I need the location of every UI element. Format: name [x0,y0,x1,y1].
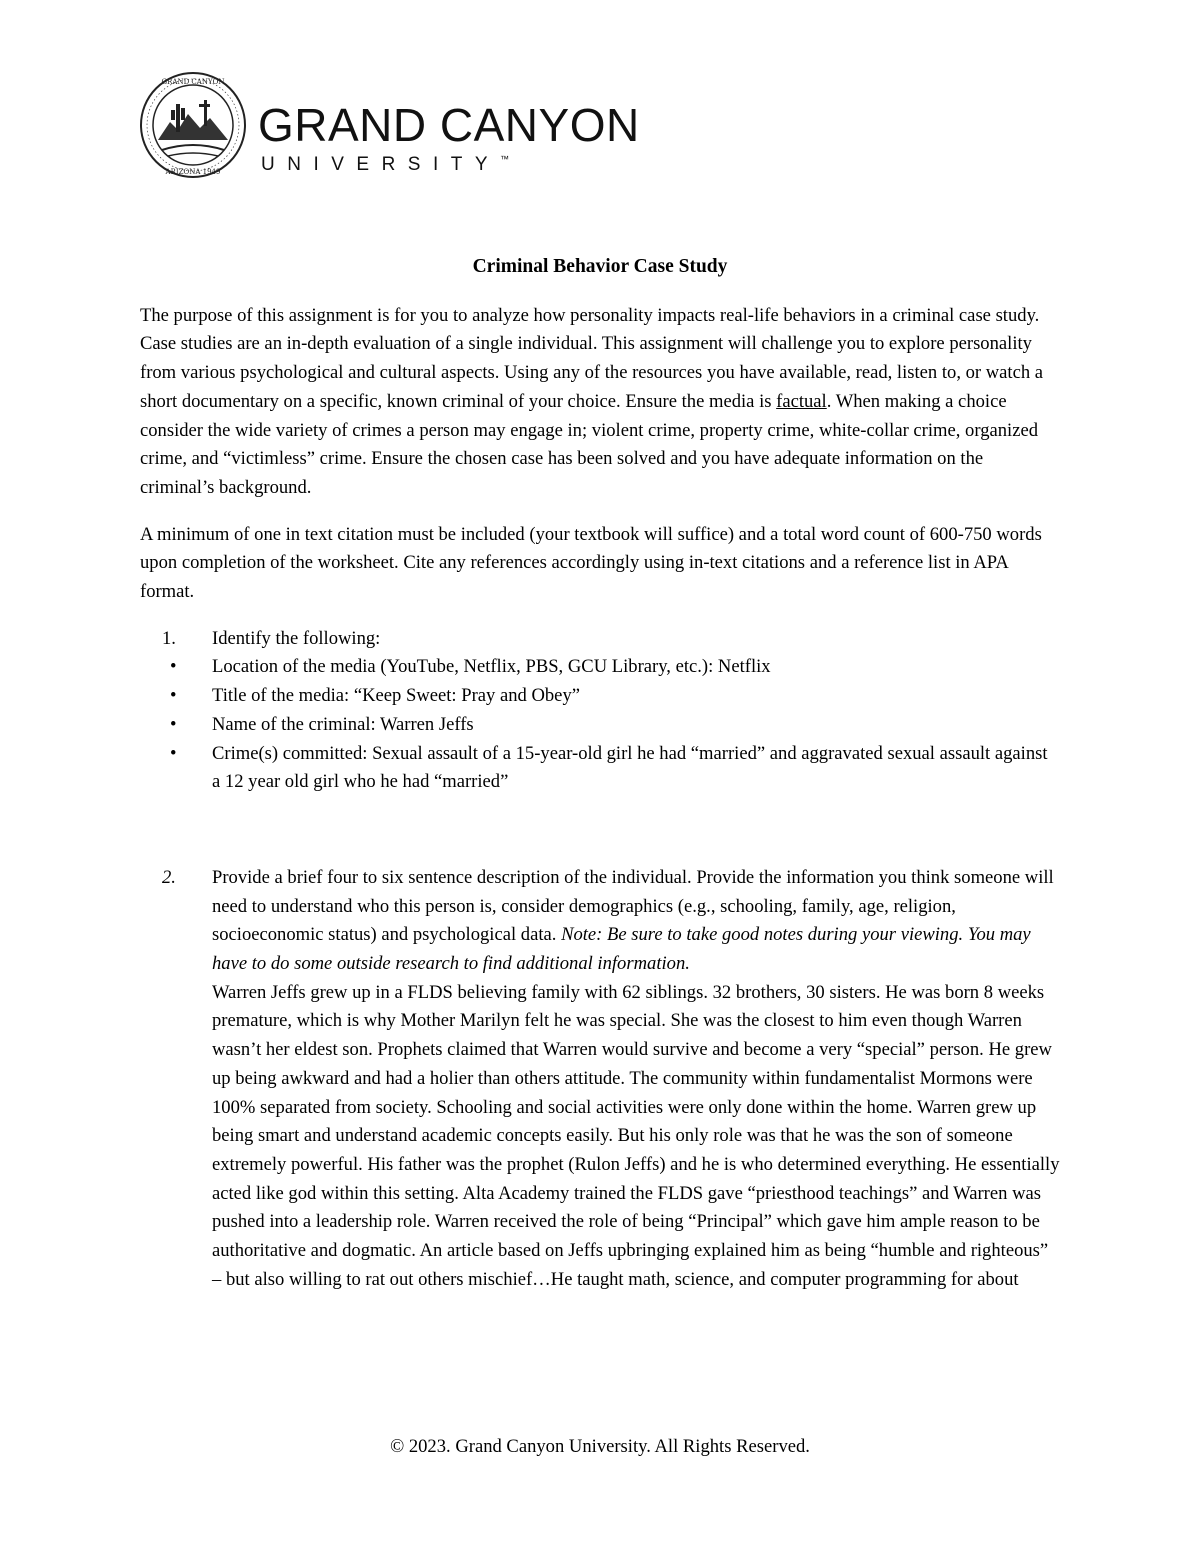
copyright-footer: © 2023. Grand Canyon University. All Rights Reserved. [390,1436,810,1457]
list-item [140,711,1060,740]
bullet-icon: • [170,685,177,707]
bullet-icon: • [170,713,177,735]
intro-paragraph: The purpose of this assignment is for you to analyze how personality impacts real-life behaviors in a criminal case study. Case studies are an in-depth evaluation of a single individual. This assignment will challenge you to explore personality from various psychological and cultural aspects. Using any of the resources you have available, read, listen to, or watch a short documentary on a specific, known criminal of your choice. Ensure the media is factual. When making a choice consider the wide variety of crimes a person may engage in; violent crime, property crime, white-collar crime, organized crime, and “victimless” crime. Ensure the chosen case has been solved and you have adequate information on the criminal’s background. [140,304,1044,498]
question-number: 2. [162,866,176,888]
question-note: Note: Be sure to take good notes during your viewing. You may have to do some outside research to find additional information. [212,924,1031,975]
factual-underline: factual [776,390,827,412]
document-body [140,253,1060,1295]
page-title: Criminal Behavior Case Study [472,256,728,277]
university-seal-icon [138,70,248,180]
question-number: 1. [162,627,176,649]
university-wordmark [258,99,640,176]
requirements-paragraph: A minimum of one in text citation must be included (your textbook will suffice) and a total word count of 600-750 words upon completion of the worksheet. Cite any references accordingly using in-text citations and a reference list in APA format. [140,523,1042,603]
bullet-icon: • [170,742,177,764]
list-item [140,653,1060,682]
bullet-text: Crime(s) committed: Sexual assault of a 15-year-old girl he had “married” and aggravated sexual assault against a 12 year old girl who he had “married” [212,742,1048,793]
wordmark-line1: GRAND CANYON [258,99,640,151]
question-label: Identify the following: [212,627,381,649]
list-item [140,682,1060,711]
bullet-text: Location of the media (YouTube, Netflix, PBS, GCU Library, etc.): Netflix [212,656,771,678]
answer-text: Warren Jeffs grew up in a FLDS believing family with 62 siblings. 32 brothers, 30 sisters. He was born 8 weeks premature, which is why Mother Marilyn felt he was special. She was the closest to him even though Warren wasn’t her eldest son. Prophets claimed that Warren would survive and become a very “special” person. He grew up being awkward and had a holier than others attitude. The community within fundamentalist Mormons were 100% separated from society. Schooling and social activities were only done within the home. Warren grew up being smart and understand academic concepts easily. But his only role was that he was the son of someone extremely powerful. His father was the prophet (Rulon Jeffs) and he is who determined everything. He essentially acted like god within this setting. Alta Academy trained the FLDS gave “priesthood teachings” and Warren was pushed into a leadership role. Warren received the role of being “Principal” which gave him ample reason to be authoritative and dogmatic. An article based on Jeffs upbringing explained him as being “humble and righteous” – but also willing to rat out others mischief…He taught math, science, and computer programming for about [212,981,1060,1290]
bullet-text: Title of the media: “Keep Sweet: Pray and Obey” [212,685,580,707]
bullet-text: Name of the criminal: Warren Jeffs [212,713,474,735]
bullet-icon: • [170,656,177,678]
wordmark-line2: UNIVERSITY™ [261,154,510,175]
svg-text:GRAND CANYON: GRAND CANYON [161,78,225,86]
question-1 [140,625,1060,654]
university-logo [138,70,658,190]
question-2 [140,864,1060,1295]
question-prompt: Provide a brief four to six sentence description of the individual. Provide the information you think someone will need to understand who this person is, consider demographics (e.g., schooling, family, age, religion, socioeconomic status) and psychological data. [212,866,1054,946]
svg-text:ARIZONA 1949: ARIZONA 1949 [165,168,221,176]
list-item [140,740,1060,797]
